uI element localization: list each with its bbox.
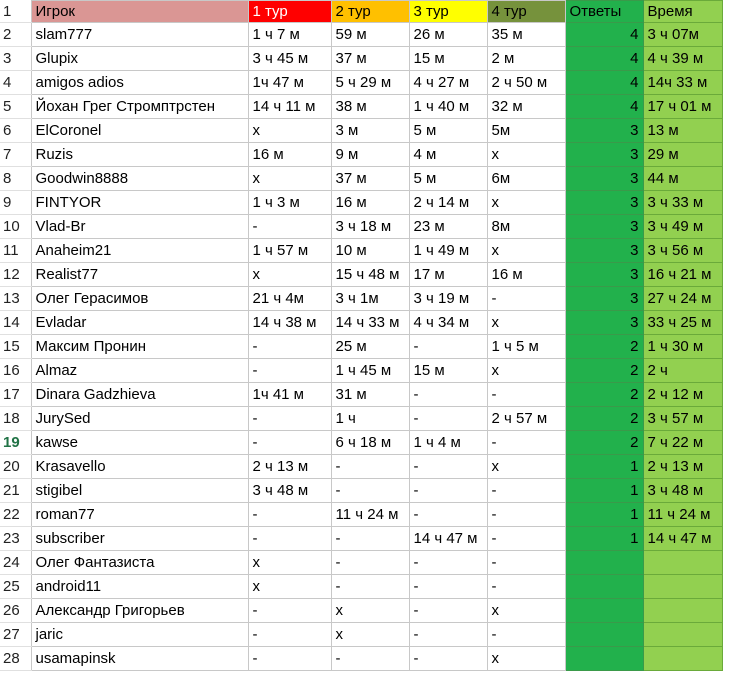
round-3-cell[interactable]: 3 ч 19 м: [409, 287, 487, 311]
time-cell[interactable]: 3 ч 56 м: [643, 239, 722, 263]
round-1-cell[interactable]: 1ч 47 м: [248, 71, 331, 95]
answers-cell[interactable]: 3: [565, 239, 643, 263]
round-2-cell[interactable]: 15 ч 48 м: [331, 263, 409, 287]
player-cell[interactable]: kawse: [31, 431, 248, 455]
row-number[interactable]: 26: [0, 599, 31, 623]
round-1-cell[interactable]: -: [248, 647, 331, 671]
round-1-cell[interactable]: -: [248, 407, 331, 431]
round-2-cell[interactable]: 11 ч 24 м: [331, 503, 409, 527]
player-cell[interactable]: jaric: [31, 623, 248, 647]
table-row: [0, 263, 722, 287]
round-1-cell[interactable]: 1 ч 57 м: [248, 239, 331, 263]
row-number[interactable]: 13: [0, 287, 31, 311]
round-4-cell[interactable]: 2 ч 50 м: [487, 71, 565, 95]
answers-cell[interactable]: 2: [565, 383, 643, 407]
player-cell[interactable]: Йохан Грег Стромптрстен: [31, 95, 248, 119]
row-number[interactable]: 27: [0, 623, 31, 647]
row-number[interactable]: 25: [0, 575, 31, 599]
player-cell[interactable]: Anaheim21: [31, 239, 248, 263]
round-2-cell[interactable]: 1 ч 45 м: [331, 359, 409, 383]
round-2-cell[interactable]: 6 ч 18 м: [331, 431, 409, 455]
round-2-cell[interactable]: x: [331, 623, 409, 647]
row-number[interactable]: 7: [0, 143, 31, 167]
round-3-cell[interactable]: -: [409, 407, 487, 431]
time-cell[interactable]: 17 ч 01 м: [643, 95, 722, 119]
round-4-cell[interactable]: x: [487, 647, 565, 671]
round-2-cell[interactable]: -: [331, 527, 409, 551]
round-3-cell[interactable]: -: [409, 623, 487, 647]
row-number[interactable]: 22: [0, 503, 31, 527]
round-4-cell[interactable]: -: [487, 479, 565, 503]
time-cell[interactable]: 16 ч 21 м: [643, 263, 722, 287]
player-cell[interactable]: Ruzis: [31, 143, 248, 167]
round-3-cell[interactable]: 4 ч 27 м: [409, 71, 487, 95]
round-3-cell[interactable]: 15 м: [409, 359, 487, 383]
player-cell[interactable]: FINTYOR: [31, 191, 248, 215]
time-cell[interactable]: 2 ч 13 м: [643, 455, 722, 479]
answers-cell[interactable]: 3: [565, 263, 643, 287]
round-1-cell[interactable]: -: [248, 335, 331, 359]
table-row: [0, 431, 722, 455]
round-3-cell[interactable]: 23 м: [409, 215, 487, 239]
table-row: [0, 407, 722, 431]
time-cell[interactable]: 3 ч 49 м: [643, 215, 722, 239]
table-row: [0, 95, 722, 119]
round-3-cell[interactable]: 2 ч 14 м: [409, 191, 487, 215]
round-1-cell[interactable]: 21 ч 4м: [248, 287, 331, 311]
row-number[interactable]: 24: [0, 551, 31, 575]
round-2-cell[interactable]: 1 ч: [331, 407, 409, 431]
time-cell[interactable]: [643, 575, 722, 599]
time-cell[interactable]: 14ч 33 м: [643, 71, 722, 95]
time-cell[interactable]: 11 ч 24 м: [643, 503, 722, 527]
player-cell[interactable]: slam777: [31, 23, 248, 47]
player-cell[interactable]: Goodwin8888: [31, 167, 248, 191]
round-1-cell[interactable]: 1 ч 7 м: [248, 23, 331, 47]
player-cell[interactable]: Glupix: [31, 47, 248, 71]
round-3-cell[interactable]: 4 ч 34 м: [409, 311, 487, 335]
table-row: [0, 47, 722, 71]
answers-cell[interactable]: 4: [565, 95, 643, 119]
table-row: [0, 359, 722, 383]
round-1-cell[interactable]: 14 ч 11 м: [248, 95, 331, 119]
table-row: [0, 71, 722, 95]
round-3-cell[interactable]: 17 м: [409, 263, 487, 287]
answers-cell[interactable]: 4: [565, 71, 643, 95]
answers-cell[interactable]: 3: [565, 215, 643, 239]
round-2-cell[interactable]: -: [331, 479, 409, 503]
answers-cell[interactable]: 1: [565, 527, 643, 551]
round-4-cell[interactable]: -: [487, 287, 565, 311]
player-cell[interactable]: Vlad-Br: [31, 215, 248, 239]
answers-cell[interactable]: 2: [565, 359, 643, 383]
row-number[interactable]: 14: [0, 311, 31, 335]
round-2-cell[interactable]: 37 м: [331, 47, 409, 71]
round-4-cell[interactable]: 16 м: [487, 263, 565, 287]
round-1-cell[interactable]: 2 ч 13 м: [248, 455, 331, 479]
round-4-cell[interactable]: x: [487, 191, 565, 215]
round-3-cell[interactable]: -: [409, 599, 487, 623]
round-4-cell[interactable]: x: [487, 311, 565, 335]
round-4-cell[interactable]: x: [487, 455, 565, 479]
round-2-cell[interactable]: 25 м: [331, 335, 409, 359]
round-3-cell[interactable]: 14 ч 47 м: [409, 527, 487, 551]
round-2-cell[interactable]: 9 м: [331, 143, 409, 167]
answers-cell[interactable]: 3: [565, 311, 643, 335]
row-number[interactable]: 20: [0, 455, 31, 479]
table-row: [0, 287, 722, 311]
round-1-cell[interactable]: 3 ч 48 м: [248, 479, 331, 503]
round-3-cell[interactable]: -: [409, 503, 487, 527]
round-4-cell[interactable]: 8м: [487, 215, 565, 239]
round-3-cell[interactable]: 26 м: [409, 23, 487, 47]
answers-cell[interactable]: 3: [565, 287, 643, 311]
round-2-cell[interactable]: 59 м: [331, 23, 409, 47]
header-time[interactable]: Время: [643, 1, 722, 23]
player-cell[interactable]: Олег Герасимов: [31, 287, 248, 311]
player-cell[interactable]: amigos adios: [31, 71, 248, 95]
round-3-cell[interactable]: -: [409, 479, 487, 503]
round-2-cell[interactable]: 14 ч 33 м: [331, 311, 409, 335]
round-4-cell[interactable]: -: [487, 575, 565, 599]
answers-cell[interactable]: [565, 623, 643, 647]
round-2-cell[interactable]: -: [331, 551, 409, 575]
round-2-cell[interactable]: 10 м: [331, 239, 409, 263]
answers-cell[interactable]: 4: [565, 23, 643, 47]
round-4-cell[interactable]: 1 ч 5 м: [487, 335, 565, 359]
round-2-cell[interactable]: 3 ч 1м: [331, 287, 409, 311]
table-row: [0, 551, 722, 575]
row-number[interactable]: 2: [0, 23, 31, 47]
round-1-cell[interactable]: x: [248, 263, 331, 287]
round-2-cell[interactable]: -: [331, 575, 409, 599]
header-answers[interactable]: Ответы: [565, 1, 643, 23]
row-number[interactable]: 11: [0, 239, 31, 263]
time-cell[interactable]: 14 ч 47 м: [643, 527, 722, 551]
table-row: [0, 503, 722, 527]
table-row: [0, 599, 722, 623]
time-cell[interactable]: 3 ч 33 м: [643, 191, 722, 215]
row-number[interactable]: 10: [0, 215, 31, 239]
round-2-cell[interactable]: x: [331, 599, 409, 623]
round-3-cell[interactable]: 1 ч 49 м: [409, 239, 487, 263]
header-player[interactable]: Игрок: [31, 1, 248, 23]
answers-cell[interactable]: 2: [565, 407, 643, 431]
row-number[interactable]: 1: [0, 1, 31, 23]
round-4-cell[interactable]: -: [487, 431, 565, 455]
round-4-cell[interactable]: x: [487, 599, 565, 623]
row-number[interactable]: 17: [0, 383, 31, 407]
round-1-cell[interactable]: 16 м: [248, 143, 331, 167]
round-3-cell[interactable]: 1 ч 40 м: [409, 95, 487, 119]
round-4-cell[interactable]: 2 ч 57 м: [487, 407, 565, 431]
player-cell[interactable]: stigibel: [31, 479, 248, 503]
time-cell[interactable]: 3 ч 57 м: [643, 407, 722, 431]
time-cell[interactable]: 2 ч: [643, 359, 722, 383]
round-4-cell[interactable]: -: [487, 623, 565, 647]
round-2-cell[interactable]: -: [331, 647, 409, 671]
row-number[interactable]: 4: [0, 71, 31, 95]
round-1-cell[interactable]: -: [248, 431, 331, 455]
round-4-cell[interactable]: 35 м: [487, 23, 565, 47]
row-number[interactable]: 28: [0, 647, 31, 671]
round-2-cell[interactable]: 31 м: [331, 383, 409, 407]
round-3-cell[interactable]: 5 м: [409, 167, 487, 191]
round-1-cell[interactable]: 14 ч 38 м: [248, 311, 331, 335]
answers-cell[interactable]: 1: [565, 479, 643, 503]
table-row: [0, 527, 722, 551]
table-row: [0, 119, 722, 143]
round-3-cell[interactable]: -: [409, 335, 487, 359]
time-cell[interactable]: 29 м: [643, 143, 722, 167]
time-cell[interactable]: 2 ч 12 м: [643, 383, 722, 407]
time-cell[interactable]: 1 ч 30 м: [643, 335, 722, 359]
round-4-cell[interactable]: -: [487, 503, 565, 527]
round-3-cell[interactable]: -: [409, 455, 487, 479]
round-1-cell[interactable]: x: [248, 551, 331, 575]
row-number[interactable]: 16: [0, 359, 31, 383]
table-row: [0, 335, 722, 359]
answers-cell[interactable]: 3: [565, 119, 643, 143]
player-cell[interactable]: Krasavello: [31, 455, 248, 479]
round-2-cell[interactable]: 3 ч 18 м: [331, 215, 409, 239]
answers-cell[interactable]: [565, 551, 643, 575]
table-row: [0, 623, 722, 647]
player-cell[interactable]: roman77: [31, 503, 248, 527]
table-row: [0, 311, 722, 335]
round-3-cell[interactable]: -: [409, 383, 487, 407]
answers-cell[interactable]: 3: [565, 167, 643, 191]
row-number[interactable]: 8: [0, 167, 31, 191]
time-cell[interactable]: 13 м: [643, 119, 722, 143]
time-cell[interactable]: [643, 623, 722, 647]
answers-cell[interactable]: [565, 599, 643, 623]
table-row: [0, 239, 722, 263]
player-cell[interactable]: Dinara Gadzhieva: [31, 383, 248, 407]
round-4-cell[interactable]: x: [487, 359, 565, 383]
round-4-cell[interactable]: 32 м: [487, 95, 565, 119]
round-4-cell[interactable]: -: [487, 383, 565, 407]
round-2-cell[interactable]: 5 ч 29 м: [331, 71, 409, 95]
player-cell[interactable]: Олег Фантазиста: [31, 551, 248, 575]
round-4-cell[interactable]: -: [487, 551, 565, 575]
round-3-cell[interactable]: -: [409, 551, 487, 575]
answers-cell[interactable]: 3: [565, 143, 643, 167]
table-row: [0, 23, 722, 47]
table-row: [0, 455, 722, 479]
answers-cell[interactable]: 2: [565, 335, 643, 359]
round-4-cell[interactable]: x: [487, 239, 565, 263]
row-number[interactable]: 12: [0, 263, 31, 287]
player-cell[interactable]: JurySed: [31, 407, 248, 431]
row-number[interactable]: 6: [0, 119, 31, 143]
player-cell[interactable]: android11: [31, 575, 248, 599]
table-row: [0, 575, 722, 599]
round-3-cell[interactable]: 4 м: [409, 143, 487, 167]
answers-cell[interactable]: 4: [565, 47, 643, 71]
header-round-4[interactable]: 4 тур: [487, 1, 565, 23]
round-2-cell[interactable]: 16 м: [331, 191, 409, 215]
row-number[interactable]: 21: [0, 479, 31, 503]
row-number[interactable]: 15: [0, 335, 31, 359]
round-2-cell[interactable]: 3 м: [331, 119, 409, 143]
time-cell[interactable]: [643, 599, 722, 623]
time-cell[interactable]: [643, 647, 722, 671]
row-number[interactable]: 9: [0, 191, 31, 215]
player-cell[interactable]: ElCoronel: [31, 119, 248, 143]
round-4-cell[interactable]: 2 м: [487, 47, 565, 71]
player-cell[interactable]: Максим Пронин: [31, 335, 248, 359]
row-number[interactable]: 3: [0, 47, 31, 71]
round-4-cell[interactable]: 5м: [487, 119, 565, 143]
round-2-cell[interactable]: 37 м: [331, 167, 409, 191]
table-row: [0, 143, 722, 167]
round-3-cell[interactable]: -: [409, 647, 487, 671]
row-number[interactable]: 18: [0, 407, 31, 431]
answers-cell[interactable]: 1: [565, 455, 643, 479]
time-cell[interactable]: 7 ч 22 м: [643, 431, 722, 455]
player-cell[interactable]: usamapinsk: [31, 647, 248, 671]
table-row: [0, 647, 722, 671]
row-number[interactable]: 19: [0, 431, 31, 455]
header-round-3[interactable]: 3 тур: [409, 1, 487, 23]
answers-cell[interactable]: 3: [565, 191, 643, 215]
round-1-cell[interactable]: -: [248, 359, 331, 383]
answers-cell[interactable]: 2: [565, 431, 643, 455]
header-round-1[interactable]: 1 тур: [248, 1, 331, 23]
player-cell[interactable]: Almaz: [31, 359, 248, 383]
row-number[interactable]: 23: [0, 527, 31, 551]
round-2-cell[interactable]: 38 м: [331, 95, 409, 119]
round-1-cell[interactable]: -: [248, 215, 331, 239]
round-1-cell[interactable]: x: [248, 167, 331, 191]
time-cell[interactable]: 44 м: [643, 167, 722, 191]
answers-cell[interactable]: [565, 575, 643, 599]
time-cell[interactable]: 3 ч 07м: [643, 23, 722, 47]
round-4-cell[interactable]: -: [487, 527, 565, 551]
time-cell[interactable]: 33 ч 25 м: [643, 311, 722, 335]
round-1-cell[interactable]: -: [248, 623, 331, 647]
header-row: [0, 1, 722, 23]
round-3-cell[interactable]: -: [409, 575, 487, 599]
round-3-cell[interactable]: 5 м: [409, 119, 487, 143]
table-row: [0, 383, 722, 407]
time-cell[interactable]: 27 ч 24 м: [643, 287, 722, 311]
table-row: [0, 215, 722, 239]
time-cell[interactable]: 3 ч 48 м: [643, 479, 722, 503]
header-round-2[interactable]: 2 тур: [331, 1, 409, 23]
answers-cell[interactable]: 1: [565, 503, 643, 527]
round-1-cell[interactable]: 1ч 41 м: [248, 383, 331, 407]
round-4-cell[interactable]: 6м: [487, 167, 565, 191]
player-cell[interactable]: Александр Григорьев: [31, 599, 248, 623]
round-2-cell[interactable]: -: [331, 455, 409, 479]
row-number[interactable]: 5: [0, 95, 31, 119]
round-1-cell[interactable]: 3 ч 45 м: [248, 47, 331, 71]
round-1-cell[interactable]: x: [248, 119, 331, 143]
round-1-cell[interactable]: x: [248, 575, 331, 599]
table-row: [0, 191, 722, 215]
round-1-cell[interactable]: -: [248, 599, 331, 623]
player-cell[interactable]: Evladar: [31, 311, 248, 335]
time-cell[interactable]: 4 ч 39 м: [643, 47, 722, 71]
player-cell[interactable]: subscriber: [31, 527, 248, 551]
time-cell[interactable]: [643, 551, 722, 575]
round-1-cell[interactable]: 1 ч 3 м: [248, 191, 331, 215]
round-1-cell[interactable]: -: [248, 527, 331, 551]
round-3-cell[interactable]: 15 м: [409, 47, 487, 71]
round-3-cell[interactable]: 1 ч 4 м: [409, 431, 487, 455]
table-row: [0, 479, 722, 503]
answers-cell[interactable]: [565, 647, 643, 671]
player-cell[interactable]: Realist77: [31, 263, 248, 287]
table-row: [0, 167, 722, 191]
round-4-cell[interactable]: x: [487, 143, 565, 167]
round-1-cell[interactable]: -: [248, 503, 331, 527]
